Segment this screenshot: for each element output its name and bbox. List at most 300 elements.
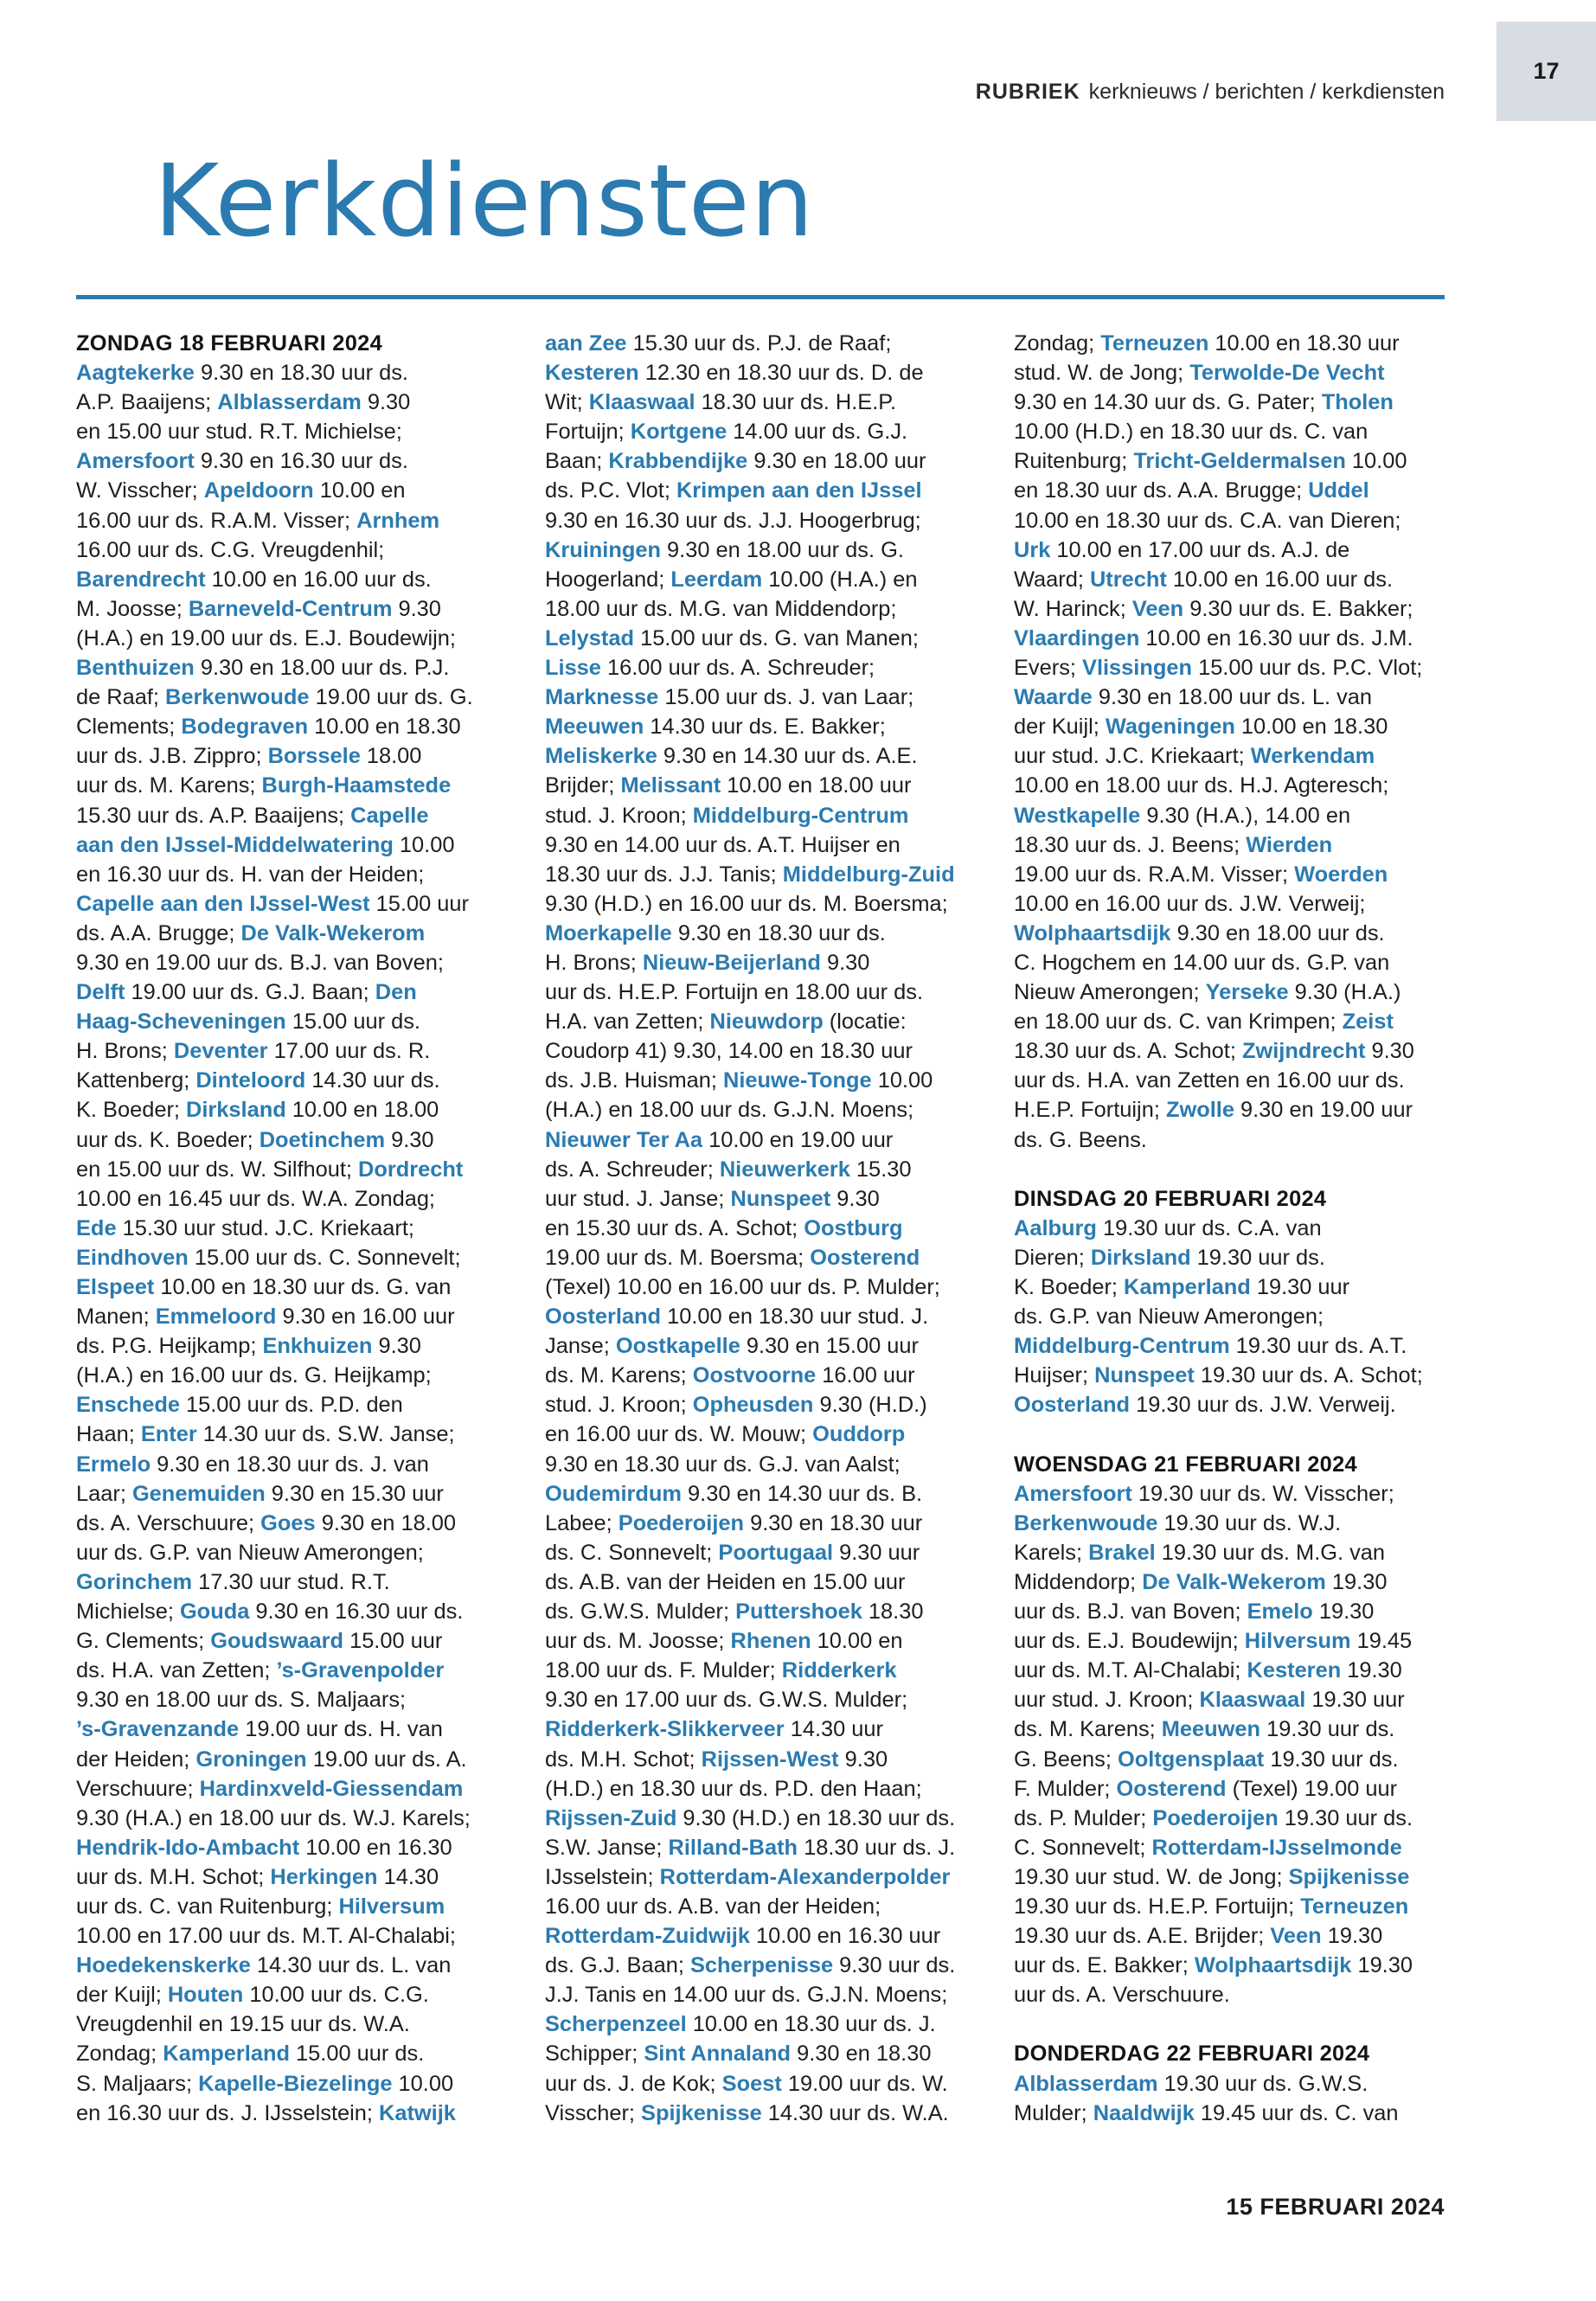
service-text: 9.30 en 18.00: [315, 1510, 457, 1535]
service-text: 16.00 uur ds. A.B. van der Heiden;: [545, 1894, 881, 1919]
church-location: Ouddorp: [812, 1422, 906, 1447]
service-text: (locatie:: [823, 1009, 907, 1035]
text-line: [1014, 683, 1445, 712]
text-line: [545, 948, 1014, 977]
service-text: 17.00 uur ds. R.: [267, 1039, 431, 1064]
church-location: Sint Annaland: [644, 2041, 792, 2067]
church-location: Vlaardingen: [1014, 625, 1140, 651]
service-text: ds. P.C. Vlot;: [545, 478, 676, 503]
service-text: uur ds. M. Joosse;: [545, 1629, 731, 1654]
text-line: [1014, 1951, 1445, 1980]
church-location: Bodegraven: [181, 715, 309, 740]
service-text: Clements;: [76, 715, 182, 740]
church-location: Emelo: [1247, 1599, 1313, 1625]
church-location: Brakel: [1088, 1540, 1156, 1565]
service-text: 10.00 en 16.00 uur ds. J.W. Verweij;: [1014, 891, 1366, 916]
service-text: 9.30 en 18.30 uur ds.: [671, 920, 886, 945]
service-text: 18.30 uur ds. H.E.P.: [695, 390, 897, 415]
service-text: 9.30: [830, 1186, 880, 1211]
text-line: [1014, 1567, 1445, 1597]
rubriek-label: RUBRIEK: [975, 80, 1080, 104]
service-text: 19.30 uur ds. G.W.S.: [1157, 2071, 1368, 2096]
text-line: [76, 653, 545, 683]
church-location: Oudemirdum: [545, 1481, 682, 1506]
service-text: ds. H.A. van Zetten;: [76, 1658, 277, 1683]
text-line: [545, 1538, 1014, 1567]
text-line: [545, 1302, 1014, 1331]
service-text: 12.30 en 18.30 uur ds. D. de: [638, 361, 924, 386]
service-text: 19.30 uur ds. C.A. van: [1096, 1215, 1322, 1240]
service-text: Schipper;: [545, 2041, 644, 2067]
text-line: [76, 1095, 545, 1125]
service-text: 10.00 en 18.00 uur ds. H.J. Agteresch;: [1014, 773, 1389, 798]
service-text: 19.30: [1321, 1924, 1383, 1949]
text-line: [76, 1272, 545, 1302]
service-text: uur ds. K. Boeder;: [76, 1127, 260, 1152]
service-text: der Kuijl;: [76, 1983, 168, 2008]
service-text: Hoogerland;: [545, 567, 671, 592]
church-location: Wolphaartsdijk: [1194, 1953, 1352, 1978]
church-location: Hoedekenskerke: [76, 1953, 251, 1978]
service-text: 9.30 en 18.30 uur ds. J. van: [151, 1452, 429, 1477]
service-text: 19.30 uur ds. A.E. Brijder;: [1014, 1924, 1271, 1949]
text-line: [545, 2099, 1014, 2128]
service-text: ds. P.G. Heijkamp;: [76, 1334, 263, 1359]
service-text: S.W. Janse;: [545, 1835, 669, 1860]
church-location: Rijssen-Zuid: [545, 1805, 677, 1830]
service-text: 9.30 en 16.00 uur: [276, 1304, 455, 1330]
text-line: [545, 1626, 1014, 1656]
service-text: 9.30 en 16.30 uur ds. J.J. Hoogerbrug;: [545, 508, 921, 533]
church-location: Nieuwerkerk: [719, 1157, 850, 1182]
church-location: Terwolde-De Vecht: [1189, 361, 1385, 386]
service-text: der Kuijl;: [1014, 715, 1106, 740]
service-text: 9.30 en 18.00 uur: [747, 449, 926, 474]
service-text: en 16.30 uur ds. H. van der Heiden;: [76, 862, 425, 887]
service-text: 15.00 uur ds.: [289, 2041, 425, 2067]
service-text: ds. A. Schreuder;: [545, 1157, 720, 1182]
day-heading: DINSDAG 20 FEBRUARI 2024: [1014, 1186, 1327, 1211]
service-text: (H.A.) en 19.00 uur ds. E.J. Boudewijn;: [76, 625, 456, 651]
service-text: Ruitenburg;: [1014, 449, 1134, 474]
church-location: Doetinchem: [259, 1127, 386, 1152]
church-location: Utrecht: [1089, 567, 1167, 592]
text-line: [545, 889, 1014, 919]
service-text: ds. G. Beens.: [1014, 1127, 1147, 1152]
service-text: uur ds. M.H. Schot;: [76, 1864, 271, 1889]
text-line: [545, 653, 1014, 683]
service-text: 19.30 uur ds. J.W. Verweij.: [1130, 1393, 1396, 1418]
service-text: 10.00 en 18.30 uur stud. J.: [661, 1304, 929, 1330]
text-line: [76, 476, 545, 505]
text-line: [76, 741, 545, 771]
service-text: 9.30 en 17.00 uur ds. G.W.S. Mulder;: [545, 1688, 908, 1713]
service-text: 9.30 en 18.00 uur ds.: [1170, 920, 1385, 945]
service-text: en 16.00 uur ds. W. Mouw;: [545, 1422, 813, 1447]
service-text: IJsselstein;: [545, 1864, 660, 1889]
text-line: [545, 1184, 1014, 1214]
service-text: Huijser;: [1014, 1363, 1095, 1388]
service-text: 19.45: [1350, 1629, 1413, 1654]
service-text: ds. M. Karens;: [1014, 1717, 1162, 1742]
service-text: Laar;: [76, 1481, 132, 1506]
church-location: Kamperland: [163, 2041, 290, 2067]
column-3: [1014, 329, 1445, 2137]
church-location: Alblasserdam: [217, 390, 362, 415]
church-location: Poortugaal: [718, 1540, 834, 1565]
church-location: Dinteloord: [195, 1068, 306, 1093]
service-text: A.P. Baaijens;: [76, 390, 218, 415]
text-line: [1014, 830, 1445, 860]
service-text: 10.00 en 16.30 uur: [749, 1924, 941, 1949]
text-line: [545, 830, 1014, 860]
service-text: 18.00 uur ds. F. Mulder;: [545, 1658, 782, 1683]
service-text: 14.30 uur ds. L. van: [250, 1953, 452, 1978]
text-line: [76, 1980, 545, 2009]
text-line: [545, 1450, 1014, 1479]
church-location: Kesteren: [1247, 1658, 1342, 1683]
text-line: [1014, 1833, 1445, 1862]
service-text: (Texel) 19.00 uur: [1226, 1776, 1398, 1801]
church-location: Scherpenzeel: [545, 2012, 687, 2037]
service-text: uur ds. M. Karens;: [76, 773, 262, 798]
church-location: Poederoijen: [618, 1510, 745, 1535]
church-location: Haag-Scheveningen: [76, 1009, 286, 1035]
service-text: ds. C. Sonnevelt;: [545, 1540, 719, 1565]
service-text: 9.30: [820, 950, 870, 975]
service-text: G. Clements;: [76, 1629, 211, 1654]
text-line: [545, 1155, 1014, 1184]
church-location: Woerden: [1294, 862, 1388, 887]
text-line: [545, 1007, 1014, 1036]
service-text: 19.30 uur ds. A. Schot;: [1194, 1363, 1423, 1388]
text-line: [1014, 624, 1445, 653]
text-line: [76, 1479, 545, 1509]
text-line: [76, 1951, 545, 1980]
church-location: Goes: [260, 1510, 316, 1535]
church-location: Dirksland: [186, 1098, 286, 1123]
service-text: Zondag;: [76, 2041, 163, 2067]
text-line: [545, 1420, 1014, 1449]
church-location: Barneveld-Centrum: [188, 596, 393, 621]
service-text: ds. G.W.S. Mulder;: [545, 1599, 736, 1625]
text-line: [545, 1833, 1014, 1862]
text-line: [1014, 476, 1445, 505]
church-location: Groningen: [195, 1747, 307, 1772]
church-location: Veen: [1131, 596, 1184, 621]
text-line: [1014, 1184, 1445, 1214]
church-location: Leerdam: [670, 567, 763, 592]
text-line: [76, 977, 545, 1007]
text-line: [545, 417, 1014, 446]
service-text: 15.00 uur: [343, 1629, 443, 1654]
service-text: Visscher;: [545, 2100, 642, 2125]
church-location: Meeuwen: [1161, 1717, 1261, 1742]
church-location: Yerseke: [1205, 980, 1289, 1005]
text-line: [1014, 329, 1445, 358]
text-line: [545, 2069, 1014, 2099]
church-location: Urk: [1014, 537, 1051, 562]
service-text: 9.30 en 18.30 uur ds. G.J. van Aalst;: [545, 1452, 901, 1477]
text-line: [76, 1214, 545, 1243]
text-line: [1014, 653, 1445, 683]
text-line: [545, 1597, 1014, 1626]
church-location: Gouda: [179, 1599, 250, 1625]
service-text: 15.30 uur ds. P.J. de Raaf;: [626, 331, 892, 356]
church-location: Rhenen: [730, 1629, 811, 1654]
issue-date: 15 FEBRUARI 2024: [1226, 2194, 1445, 2220]
service-text: 15.00 uur: [369, 891, 469, 916]
church-location: Werkendam: [1250, 744, 1375, 769]
service-text: 9.30 en 14.30 uur ds. A.E.: [657, 744, 918, 769]
service-text: 9.30: [385, 1127, 434, 1152]
church-location: Rotterdam-Zuidwijk: [545, 1924, 750, 1949]
church-location: Genemuiden: [131, 1481, 266, 1506]
church-location: Barendrecht: [76, 567, 206, 592]
service-text: 19.00 uur ds. G.J. Baan;: [125, 980, 375, 1005]
service-text: Waard;: [1014, 567, 1090, 592]
service-text: 9.30 en 18.00 uur ds. P.J.: [194, 656, 450, 681]
text-line: [76, 535, 545, 565]
service-text: 14.00 uur ds. G.J.: [727, 420, 908, 445]
church-location: Naaldwijk: [1093, 2100, 1195, 2125]
service-text: 9.30 en 14.30 uur ds. G. Pater;: [1014, 390, 1322, 415]
service-text: uur ds. A. Verschuure.: [1014, 1983, 1230, 2008]
service-text: 16.00 uur: [816, 1363, 915, 1388]
page-number-tab: [1497, 22, 1596, 121]
church-location: Melissant: [620, 773, 721, 798]
church-location: Gorinchem: [76, 1569, 193, 1594]
text-line: [545, 2039, 1014, 2068]
church-location: Middelburg-Centrum: [692, 803, 909, 828]
text-line: [545, 1243, 1014, 1272]
text-line: [76, 919, 545, 948]
service-text: 10.00 en 18.30 uur ds. J.: [686, 2012, 936, 2037]
text-line: [76, 801, 545, 830]
text-line: [545, 506, 1014, 535]
text-line: [76, 624, 545, 653]
service-text: 19.30 uur ds.: [1190, 1245, 1325, 1270]
church-location: Amersfoort: [1014, 1481, 1132, 1506]
service-text: 19.30: [1351, 1953, 1413, 1978]
service-text: H. Brons;: [76, 1039, 174, 1064]
service-text: 19.30 uur ds. H.E.P. Fortuijn;: [1014, 1894, 1301, 1919]
church-location: Krabbendijke: [608, 449, 748, 474]
page-number: 17: [1533, 58, 1560, 84]
service-text: 9.30 en 16.30 uur ds.: [249, 1599, 464, 1625]
church-location: Marknesse: [545, 685, 659, 710]
text-line: [1014, 1685, 1445, 1715]
service-text: uur ds. H.A. van Zetten en 16.00 uur ds.: [1014, 1068, 1405, 1093]
church-location: Rotterdam-Alexanderpolder: [659, 1864, 951, 1889]
service-text: 10.00 en 17.00 uur ds. A.J. de: [1050, 537, 1350, 562]
service-text: stud. J. Kroon;: [545, 803, 693, 828]
section-header: [976, 80, 1445, 105]
church-location: Amersfoort: [76, 449, 195, 474]
service-text: 10.00 en 16.30: [299, 1835, 452, 1860]
church-location: Dordrecht: [358, 1157, 464, 1182]
service-text: 10.00 (H.A.) en: [762, 567, 918, 592]
text-line: [76, 1862, 545, 1892]
text-line: [545, 476, 1014, 505]
church-location: Ridderkerk-Slikkerveer: [545, 1717, 785, 1742]
text-line: [1014, 594, 1445, 624]
text-line: [76, 889, 545, 919]
service-text: Zondag;: [1014, 331, 1101, 356]
church-location: Klaaswaal: [588, 390, 695, 415]
service-text: Manen;: [76, 1304, 156, 1330]
text-line: [545, 1509, 1014, 1538]
service-text: 19.30 uur ds. A.T.: [1229, 1334, 1407, 1359]
service-text: ds. M.H. Schot;: [545, 1747, 702, 1772]
service-text: 9.30: [361, 390, 411, 415]
church-location: Berkenwoude: [1014, 1510, 1158, 1535]
church-location: Ede: [76, 1215, 117, 1240]
service-text: uur ds. G.P. van Nieuw Amerongen;: [76, 1540, 424, 1565]
text-line: [545, 1715, 1014, 1744]
church-location: ’s-Gravenpolder: [276, 1658, 445, 1683]
text-line: [76, 446, 545, 476]
text-line: [1014, 1745, 1445, 1774]
text-line: [1014, 741, 1445, 771]
service-text: (H.D.) en 18.30 uur ds. P.D. den Haan;: [545, 1776, 922, 1801]
text-line: [76, 358, 545, 388]
service-text: F. Mulder;: [1014, 1776, 1117, 1801]
text-line: [545, 535, 1014, 565]
text-line: [545, 2009, 1014, 2039]
text-line: [545, 624, 1014, 653]
text-line: [1014, 1862, 1445, 1892]
service-text: 18.00: [360, 744, 422, 769]
text-line: [545, 1567, 1014, 1597]
service-text: 17.30 uur stud. R.T.: [192, 1569, 390, 1594]
church-location: Wolphaartsdijk: [1014, 920, 1171, 945]
text-line: [545, 1331, 1014, 1361]
service-text: 9.30 (H.D.) en 18.30 uur ds.: [676, 1805, 956, 1830]
service-text: 9.30: [372, 1334, 421, 1359]
text-line: [1014, 1007, 1445, 1036]
text-line: [1014, 446, 1445, 476]
service-text: en 15.30 uur ds. A. Schot;: [545, 1215, 804, 1240]
text-line: [76, 1007, 545, 1036]
church-location: Berkenwoude: [165, 685, 310, 710]
church-location: Tricht-Geldermalsen: [1133, 449, 1346, 474]
text-line: [1014, 1509, 1445, 1538]
church-location: Veen: [1270, 1924, 1322, 1949]
service-text: 19.30 uur ds. W. Visscher;: [1131, 1481, 1394, 1506]
service-text: 10.00 en 18.30 uur ds. C.A. van Dieren;: [1014, 508, 1401, 533]
church-location: Enter: [140, 1422, 197, 1447]
service-text: (H.A.) en 18.00 uur ds. G.J.N. Moens;: [545, 1098, 914, 1123]
service-text: 14.30 uur ds. S.W. Janse;: [196, 1422, 455, 1447]
text-line: [545, 1095, 1014, 1125]
text-line: [1014, 358, 1445, 388]
text-line: [545, 1980, 1014, 2009]
church-location: Burgh-Haamstede: [261, 773, 452, 798]
service-text: 10.00 (H.D.) en 18.30 uur ds. C. van: [1014, 420, 1368, 445]
service-text: 19.30 uur ds. W.J.: [1157, 1510, 1342, 1535]
church-location: Nieuwer Ter Aa: [545, 1127, 703, 1152]
text-line: [76, 1745, 545, 1774]
service-text: 15.00 uur ds. P.C. Vlot;: [1192, 656, 1423, 681]
text-line: [545, 565, 1014, 594]
service-text: 9.30 en 18.00 uur ds. S. Maljaars;: [76, 1688, 407, 1713]
text-line: [76, 1331, 545, 1361]
service-text: 10.00: [871, 1068, 933, 1093]
service-text: 9.30 uur: [833, 1540, 920, 1565]
text-line: [545, 1745, 1014, 1774]
text-line: [545, 1804, 1014, 1833]
service-text: 10.00 en 18.00: [285, 1098, 439, 1123]
service-text: Evers;: [1014, 656, 1083, 681]
service-text: 9.30: [1365, 1039, 1414, 1064]
service-text: 19.00 uur ds. H. van: [239, 1717, 443, 1742]
service-text: 9.30 en 18.30 uur: [744, 1510, 923, 1535]
service-text: 10.00: [392, 2071, 454, 2096]
service-text: uur ds. M.T. Al-Chalabi;: [1014, 1658, 1247, 1683]
text-line: [76, 1125, 545, 1155]
text-line: [76, 329, 545, 358]
service-text: Michielse;: [76, 1599, 180, 1625]
service-text: ds. A. Verschuure;: [76, 1510, 261, 1535]
church-location: Kesteren: [545, 361, 639, 386]
text-line: [1014, 1892, 1445, 1921]
church-location: Meliskerke: [545, 744, 657, 769]
service-text: Dieren;: [1014, 1245, 1091, 1270]
church-location: Opheusden: [692, 1393, 814, 1418]
text-line: [1014, 919, 1445, 948]
text-line: [1014, 1302, 1445, 1331]
church-location: Aalburg: [1014, 1215, 1097, 1240]
church-location: Arnhem: [356, 508, 440, 533]
text-line: [1014, 1921, 1445, 1951]
service-text: Haan;: [76, 1422, 141, 1447]
church-location: Krimpen aan den IJssel: [676, 478, 922, 503]
text-line: [545, 329, 1014, 358]
text-line: [545, 919, 1014, 948]
church-location: Kortgene: [630, 420, 727, 445]
service-text: C. Hogchem en 14.00 uur ds. G.P. van: [1014, 950, 1390, 975]
text-line: [76, 1420, 545, 1449]
service-text: 19.30: [1341, 1658, 1402, 1683]
service-text: 19.30 uur: [1305, 1688, 1405, 1713]
church-location: Kamperland: [1124, 1275, 1251, 1299]
service-text: en 18.00 uur ds. C. van Krimpen;: [1014, 1009, 1343, 1035]
service-text: Vreugdenhil en 19.15 uur ds. W.A.: [76, 2012, 410, 2037]
service-text: uur stud. J.C. Kriekaart;: [1014, 744, 1251, 769]
text-line: [545, 1479, 1014, 1509]
text-line: [76, 1715, 545, 1744]
church-location: Soest: [721, 2071, 782, 2096]
service-text: 18.30 uur ds. J.J. Tanis;: [545, 862, 783, 887]
text-line: [1014, 2069, 1445, 2099]
service-text: 9.30 uur ds. E. Bakker;: [1183, 596, 1413, 621]
text-line: [76, 1538, 545, 1567]
text-line: [76, 1921, 545, 1951]
text-line: [76, 1626, 545, 1656]
service-text: 10.00 en 16.45 uur ds. W.A. Zondag;: [76, 1186, 435, 1211]
service-text: 15.00 uur ds. C. Sonnevelt;: [188, 1245, 461, 1270]
church-location: Den: [375, 980, 417, 1005]
text-line: [545, 1390, 1014, 1420]
text-line: [76, 594, 545, 624]
text-line: [1014, 1804, 1445, 1833]
service-text: H. Brons;: [545, 950, 643, 975]
service-text: 9.30 en 14.00 uur ds. A.T. Huijser en: [545, 832, 901, 857]
service-text: 15.30: [849, 1157, 912, 1182]
text-line: [76, 2009, 545, 2039]
service-text: 9.30 en 15.30 uur: [265, 1481, 444, 1506]
